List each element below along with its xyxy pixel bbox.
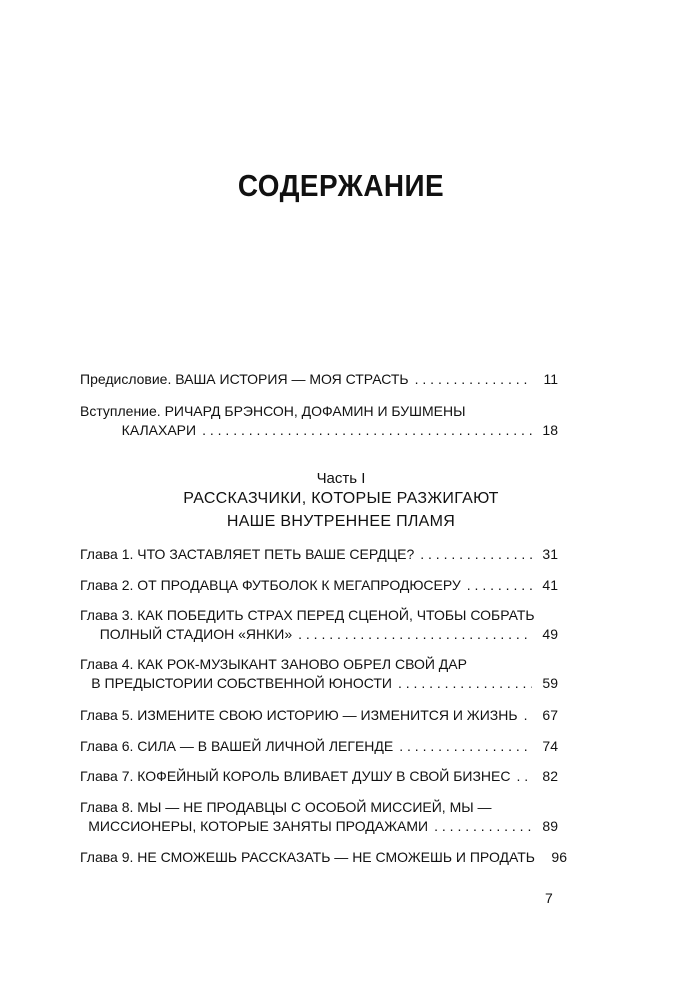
dot-leader (524, 706, 532, 725)
entry-page-number: 41 (542, 577, 558, 593)
entry-title-cont: ПОЛНЫЙ СТАДИОН «ЯНКИ» (99, 626, 293, 642)
entry-title: ИЗМЕНИТЕ СВОЮ ИСТОРИЮ — ИЗМЕНИТСЯ И ЖИЗНЬ (137, 707, 518, 723)
page-title: СОДЕРЖАНИЕ (237, 168, 445, 203)
toc-entry-introduction[interactable] (80, 402, 558, 440)
part-number: Часть I (316, 470, 366, 487)
toc-entry-chapter-6[interactable] (80, 737, 558, 756)
entry-prefix: Предисловие. (80, 371, 172, 387)
entry-page-number: 74 (542, 738, 558, 754)
part-title-line-1: РАССКАЗЧИКИ, КОТОРЫЕ РАЗЖИГАЮТ (183, 490, 499, 507)
dot-leader (467, 576, 532, 595)
entry-page-number: 96 (551, 849, 567, 865)
entry-title: ОТ ПРОДАВЦА ФУТБОЛОК К МЕГАПРОДЮСЕРУ (137, 577, 461, 593)
dot-leader (398, 674, 532, 693)
dot-leader (298, 625, 532, 644)
entry-title: НЕ СМОЖЕШЬ РАССКАЗАТЬ — НЕ СМОЖЕШЬ И ПРОДАТЬ (137, 849, 535, 865)
entry-title: ЧТО ЗАСТАВЛЯЕТ ПЕТЬ ВАШЕ СЕРДЦЕ? (137, 546, 415, 562)
entry-title-cont: МИССИОНЕРЫ, КОТОРЫЕ ЗАНЯТЫ ПРОДАЖАМИ (88, 818, 429, 834)
entry-title: КАК ПОБЕДИТЬ СТРАХ ПЕРЕД СЦЕНОЙ, ЧТОБЫ СОБРАТЬ (137, 607, 535, 623)
entry-page-number: 18 (542, 422, 558, 438)
entry-title-cont: КАЛАХАРИ (121, 422, 197, 438)
entry-prefix: Глава 9. (80, 849, 134, 865)
toc-entry-chapter-3[interactable] (80, 606, 558, 644)
toc-entry-preface[interactable] (80, 370, 558, 389)
entry-prefix: Глава 5. (80, 707, 134, 723)
page-folio: 7 (545, 890, 553, 906)
dot-leader (420, 545, 532, 564)
entry-title: МЫ — НЕ ПРОДАВЦЫ С ОСОБОЙ МИССИЕЙ, МЫ — (137, 799, 492, 815)
dot-leader (434, 817, 532, 836)
entry-page-number: 82 (542, 768, 558, 784)
entry-page-number: 31 (542, 546, 558, 562)
entry-prefix: Глава 4. (80, 656, 134, 672)
entry-prefix: Глава 6. (80, 738, 134, 754)
entry-page-number: 49 (542, 626, 558, 642)
toc-entry-chapter-1[interactable] (80, 545, 558, 564)
entry-title: ВАША ИСТОРИЯ — МОЯ СТРАСТЬ (175, 371, 409, 387)
entry-title: КОФЕЙНЫЙ КОРОЛЬ ВЛИВАЕТ ДУШУ В СВОЙ БИЗНЕС (137, 768, 511, 784)
part-title-line-2: НАШЕ ВНУТРЕННЕЕ ПЛАМЯ (226, 513, 456, 530)
toc-entry-chapter-7[interactable] (80, 767, 558, 786)
entry-page-number: 59 (542, 675, 558, 691)
entry-page-number: 89 (542, 818, 558, 834)
entry-prefix: Глава 8. (80, 799, 134, 815)
entry-title: СИЛА — В ВАШЕЙ ЛИЧНОЙ ЛЕГЕНДЕ (137, 738, 394, 754)
toc-entry-chapter-2[interactable] (80, 576, 558, 595)
entry-page-number: 11 (543, 371, 558, 387)
dot-leader (399, 737, 532, 756)
entry-prefix: Глава 1. (80, 546, 134, 562)
toc-entry-chapter-5[interactable] (80, 706, 558, 725)
entry-prefix: Глава 3. (80, 607, 134, 623)
entry-title: РИЧАРД БРЭНСОН, ДОФАМИН И БУШМЕНЫ (164, 403, 466, 419)
toc-entry-chapter-9[interactable] (80, 848, 567, 867)
dot-leader (202, 421, 532, 440)
entry-prefix: Глава 2. (80, 577, 134, 593)
entry-title-cont: В ПРЕДЫСТОРИИ СОБСТВЕННОЙ ЮНОСТИ (91, 675, 392, 691)
dot-leader (415, 370, 532, 389)
entry-prefix: Вступление. (80, 403, 161, 419)
toc-entry-chapter-8[interactable] (80, 798, 558, 836)
entry-title: КАК РОК-МУЗЫКАНТ ЗАНОВО ОБРЕЛ СВОЙ ДАР (137, 656, 467, 672)
entry-page-number: 67 (542, 707, 558, 723)
entry-prefix: Глава 7. (80, 768, 134, 784)
toc-entry-chapter-4[interactable] (80, 655, 558, 693)
dot-leader (516, 767, 532, 786)
